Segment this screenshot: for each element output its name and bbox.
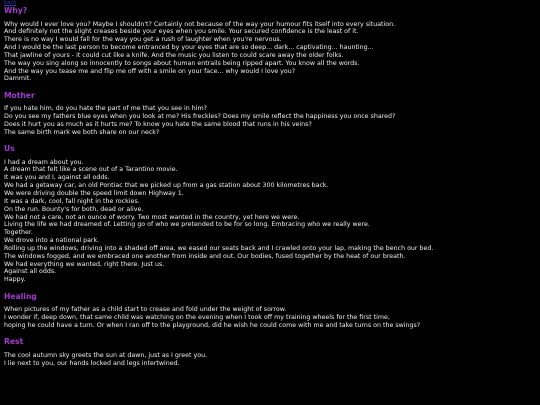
text-line: If you hate him, do you hate the part of me that you see in him? — [4, 105, 208, 113]
section-title-rest: Rest — [4, 337, 24, 347]
section-title-why: Why? — [4, 6, 28, 15]
text-line: Against all odds. — [4, 268, 57, 276]
text-line: The cool autumn sky greets the sun at dawn, just as I greet you. — [4, 351, 208, 359]
text-line: We had everything we wanted, right there. Just us. — [4, 260, 165, 268]
section-title-mother: Mother — [4, 90, 35, 100]
text-line: Together. — [4, 229, 33, 237]
text-line: It was you and I, against all odds. — [4, 174, 110, 182]
section-title-us: Us — [4, 144, 15, 154]
text-line: We had not a care, not an ounce of worry. Two most wanted in the country, yet here we were. — [4, 213, 300, 221]
text-line: Do you see my fathers blue eyes when you look at me? His freckles? Does my smile reflect the happiness you once shared? — [4, 113, 396, 121]
text-line: The way you sing along so innocently to songs about human entrails being ripped apart. You know all the words. — [4, 59, 360, 67]
text-line: I wonder if, deep down, that same child was watching on the evening when I took off my training wheels for the first time, — [4, 313, 390, 321]
section-body-rest — [4, 352, 536, 368]
text-line: That jawline of yours - it could cut like a knife. And the music you listen to could scare away the older folks. — [4, 51, 344, 59]
text-line: I lie next to you, our hands locked and legs intertwined. — [4, 359, 180, 367]
section-body-why — [4, 21, 536, 84]
text-line: We were driving double the speed limit down Highway 1. — [4, 190, 184, 197]
text-line: Happy. — [4, 276, 26, 284]
text-line: Dammit. — [4, 75, 32, 83]
section-title-healing: Healing — [4, 291, 37, 301]
text-line: Does it hurt you as much as it hurts me? To know you hate the same blood that runs in his veins? — [4, 120, 312, 128]
text-line: It was a dark, cool, fall night in the rockies. — [4, 197, 140, 205]
text-line: hoping he could have a turn. Or when I ran off to the playground, did he wish he could come with me and take turns on the swings? — [4, 321, 421, 329]
text-line: We drove into a national park. — [4, 237, 100, 245]
text-line: There is no way I would fall for the way you get a rush of laughter when you're nervous. — [4, 36, 282, 44]
text-line: Rolling up the windows, driving into a shaded off area, we eased our seats back and I crawled onto your lap, making the bench our bed. — [4, 244, 434, 252]
text-line: When pictures of my father as a child start to crease and fold under the weight of sorrow. — [4, 306, 287, 314]
text-line: Living the life we had dreamed of. Letting go of who we pretended to be for so long. Embracing who we really were. — [4, 221, 370, 229]
text-line: We had a getaway car, an old Pontiac that we picked up from a gas station about 300 kilometres back. — [4, 182, 329, 190]
text-line: The windows fogged, and we embraced one another from inside and out. Our bodies, fused together by the heat of our breath. — [4, 252, 406, 260]
text-line: On the run. Bounty's for both, dead or alive. — [4, 205, 144, 213]
text-line: And I would be the last person to become entranced by your eyes that are so deep... dark... captivating... haunting... — [4, 44, 374, 52]
text-line: A dream that felt like a scene out of a Tarantino movie. — [4, 166, 178, 174]
text-line: And definitely not the slight creases beside your eyes when you smile. Your secured confidence is the least of it. — [4, 28, 359, 36]
text-line: I had a dream about you. — [4, 158, 84, 166]
text-line: The same birth mark we both share on our neck? — [4, 128, 160, 136]
text-line: And the way you tease me and flip me off with a smile on your face... why would I love you? — [4, 67, 296, 75]
back-link[interactable]: back — [4, 0, 17, 6]
section-body-mother — [4, 105, 536, 136]
section-body-us — [4, 159, 536, 285]
section-body-healing — [4, 306, 536, 330]
text-line: Why would I ever love you? Maybe I shouldn't? Certainly not because of the way your humour fits itself into every situation. — [4, 20, 396, 28]
